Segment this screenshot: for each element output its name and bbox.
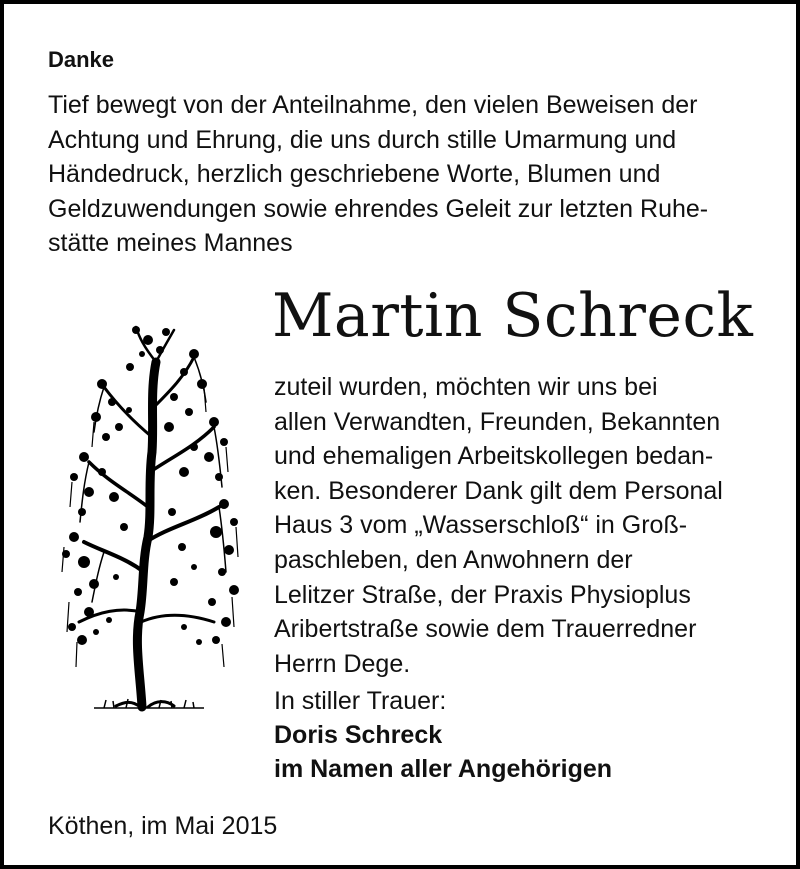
- body-line: Aribertstraße sowie dem Trauerredner: [274, 615, 697, 644]
- closing-label: In stiller Trauer:: [274, 687, 447, 715]
- notice-heading: Danke: [48, 47, 115, 72]
- intro-line: stätte meines Mannes: [48, 229, 293, 258]
- intro-line: Händedruck, herzlich geschriebene Worte, Blumen und: [48, 160, 661, 189]
- body-line: Lelitzer Straße, der Praxis Physioplus: [274, 580, 691, 609]
- body-line: ken. Besonderer Dank gilt dem Personal: [274, 476, 723, 505]
- closing-block: [274, 684, 774, 786]
- intro-paragraph: [48, 88, 768, 261]
- signatory-name: Doris Schreck: [274, 721, 443, 749]
- deceased-name: Martin Schreck: [272, 281, 754, 351]
- body-line: zuteil wurden, möchten wir uns bei: [274, 373, 658, 401]
- body-line: Haus 3 vom „Wasserschloß“ in Groß-: [274, 511, 688, 540]
- signatory-note: im Namen aller Angehörigen: [274, 755, 613, 783]
- intro-line: Geldzuwendungen sowie ehrendes Geleit zur letzten Ruhe-: [48, 194, 709, 223]
- body-line: allen Verwandten, Freunden, Bekannten: [274, 407, 721, 436]
- intro-line: Tief bewegt von der Anteilnahme, den vielen Beweisen der: [48, 91, 698, 119]
- body-line: paschleben, den Anwohnern der: [274, 545, 633, 574]
- place-date: Köthen, im Mai 2015: [48, 812, 278, 840]
- body-line: und ehemaligen Arbeitskollegen bedan-: [274, 442, 714, 471]
- thanks-paragraph: [274, 370, 774, 681]
- intro-line: Achtung und Ehrung, die uns durch stille Umarmung und: [48, 125, 677, 154]
- body-line: Herrn Dege.: [274, 649, 411, 678]
- birch-tree-icon: [44, 322, 254, 712]
